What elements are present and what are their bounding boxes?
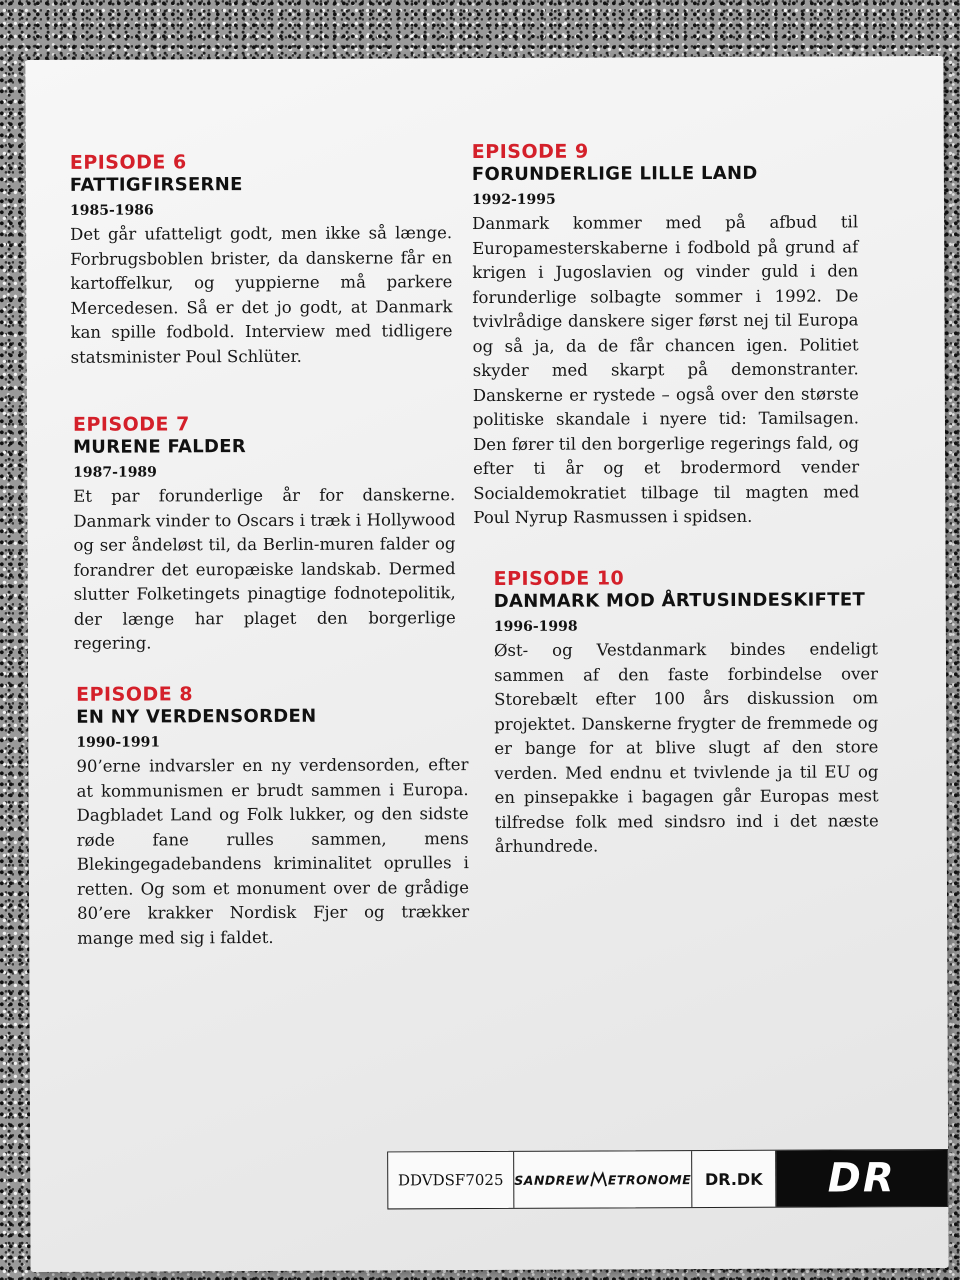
- episode-label: EPISODE 9: [471, 140, 589, 164]
- episode-8: [76, 682, 469, 951]
- sandrew-metronome-logo: [514, 1151, 692, 1208]
- episode-years: 1987-1989: [73, 464, 157, 481]
- dvd-back-cover: [25, 56, 948, 1272]
- episode-6: [70, 150, 453, 370]
- episode-label: EPISODE 7: [72, 413, 190, 436]
- episode-title: FORUNDERLIGE LILLE LAND: [471, 162, 758, 186]
- episode-years: 1992-1995: [471, 191, 556, 209]
- product-code: DDVDSF7025: [388, 1152, 514, 1209]
- episode-description: Et par forunderlige år for danskerne. Danmark vinder to Oscars i træk i Hollywood og ser åndeløst til, da Berlin-muren falder og forandrer det europæiske landskab. Dermed slutter Folketingets pinagtige fodnotepolitik, der længe har plaget den borgerlige regering.: [73, 485, 456, 653]
- episode-title: EN NY VERDENSORDEN: [76, 705, 317, 728]
- episode-7: [73, 412, 456, 656]
- episode-9: [472, 139, 860, 530]
- episode-years: 1996-1998: [493, 618, 578, 635]
- episode-description: 90’erne indvarsler en ny verdensorden, efter at kommunismen er brudt sammen i Europa. Dagbladet Land og Folk lukker, og den sidste røde fane rulles sammen, mens Blekingegadebandens kriminalitet oprulles i retten. Og som et monument over de grådige 80’ere krakker Nordisk Fjer og trækker mange med sig i faldet.: [76, 755, 470, 948]
- episode-title: MURENE FALDER: [73, 436, 247, 458]
- episode-label: EPISODE 6: [69, 151, 187, 174]
- episode-10: [494, 566, 879, 859]
- logo-text-left: SANDREW: [514, 1172, 590, 1188]
- metronome-m-icon: [590, 1170, 607, 1188]
- dr-logo: DR: [776, 1150, 947, 1207]
- website-text: DR.DK: [692, 1151, 776, 1207]
- footer-logo-bar: [387, 1149, 948, 1209]
- episode-description: Øst- og Vestdanmark bindes endeligt sammen af den faste forbindelse over Storebælt efter 100 års diskussion om projektet. Danskerne frygter de fremmede og er bange for at blive slugt af den store verden. Med endnu et tvivlende ja til EU og en pinsepakke i bagagen går Europas mest tilfredse folk med sindsro ind i det næste århundrede.: [493, 639, 879, 856]
- episode-description: Danmark kommer med på afbud til Europamesterskaberne i fodbold på grund af krigen i Jugoslavien og vinder guld i den forunderlige solbagte sommer i 1992. De tvivlrådige danskere siger først nej til Europa og så ja, da de får chancen igen. Politiet skyder med skarpt på demonstranter. Danskerne er rystede – også over den største politiske skandale i nyere tid: Tamilsagen. Den fører til den borgerlige regerings fald, og efter ti år og et brodermord vender Socialdemokratiet tilbage til magten med Poul Nyrup Rasmussen i spidsen.: [472, 212, 860, 528]
- logo-text-right: ETRONOME: [607, 1171, 692, 1187]
- episode-years: 1985-1986: [69, 202, 154, 219]
- episode-label: EPISODE 8: [76, 683, 194, 706]
- episode-title: DANMARK MOD ÅRTUSINDESKIFTET: [493, 589, 866, 612]
- episode-years: 1990-1991: [76, 734, 161, 751]
- episode-label: EPISODE 10: [493, 567, 625, 590]
- episode-description: Det går ufatteligt godt, men ikke så længe. Forbrugsboblen brister, da danskerne får en kartoffelkur, og yuppierne må parkere Mercedesen. Så er det jo godt, at Danmark kan spille fodbold. Interview med tidligere statsminister Poul Schlüter.: [70, 223, 453, 367]
- episode-title: FATTIGFIRSERNE: [69, 174, 243, 196]
